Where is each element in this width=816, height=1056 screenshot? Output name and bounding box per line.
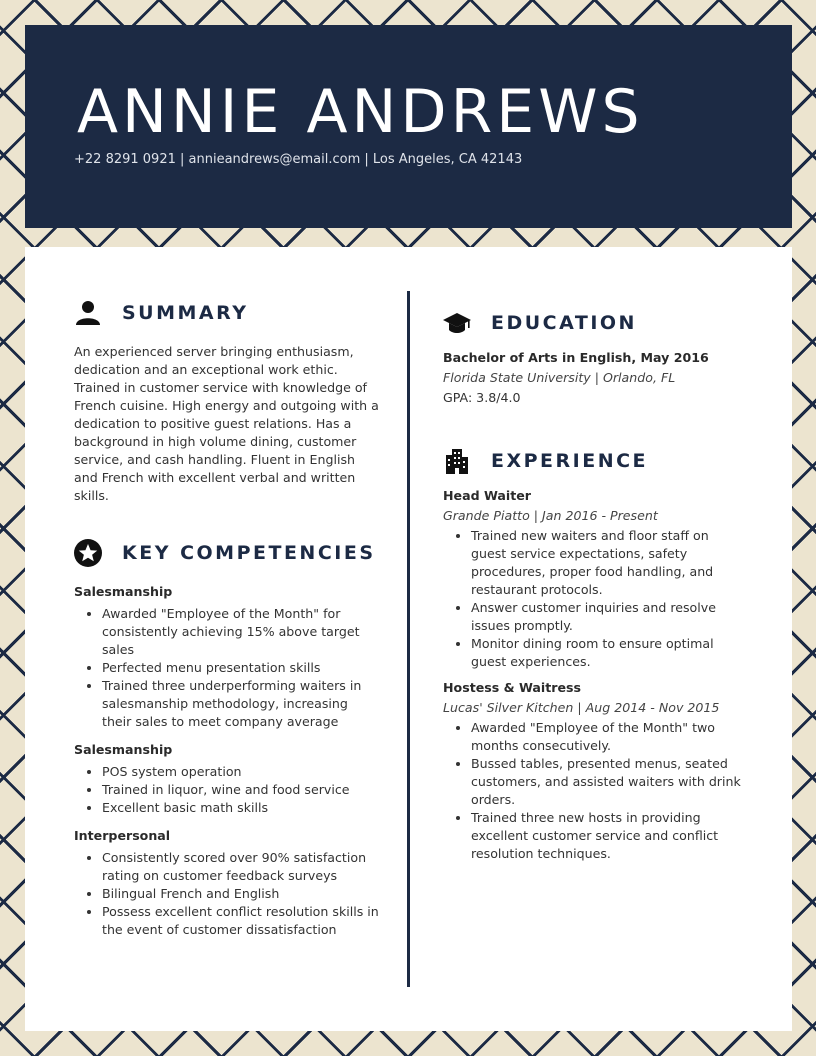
building-icon bbox=[443, 447, 471, 475]
graduation-cap-icon bbox=[443, 309, 471, 337]
list-item: • Possess excellent conflict resolution skills in the event of customer dissatisfaction bbox=[102, 903, 379, 939]
job-entry bbox=[443, 679, 743, 863]
column-divider bbox=[407, 291, 410, 987]
competency-heading: Salesmanship bbox=[74, 742, 173, 757]
education-header bbox=[443, 303, 743, 343]
contact-line: +22 8291 0921 | annieandrews@email.com | Los Angeles, CA 42143 bbox=[74, 152, 523, 167]
candidate-name: ANNIE ANDREWS bbox=[77, 77, 644, 147]
person-icon bbox=[74, 299, 102, 327]
list-item: • Bilingual French and English bbox=[102, 885, 379, 903]
job-duties bbox=[443, 719, 743, 863]
list-item: • Bussed tables, presented menus, seated customers, and assisted waiters with drink orders. bbox=[471, 755, 743, 809]
education-title: EDUCATION bbox=[491, 312, 637, 334]
job-role: Hostess & Waitress bbox=[443, 680, 582, 695]
list-item: • POS system operation bbox=[102, 763, 379, 781]
list-item: • Perfected menu presentation skills bbox=[102, 659, 379, 677]
list-item: • Consistently scored over 90% satisfaction rating on customer feedback surveys bbox=[102, 849, 379, 885]
job-place: Lucas' Silver Kitchen | Aug 2014 - Nov 2015 bbox=[443, 700, 720, 715]
header-banner bbox=[25, 25, 792, 228]
competency-heading: Salesmanship bbox=[74, 584, 173, 599]
list-item: • Trained in liquor, wine and food service bbox=[102, 781, 379, 799]
gpa: GPA: 3.8/4.0 bbox=[443, 390, 521, 405]
school: Florida State University | Orlando, FL bbox=[443, 370, 676, 385]
list-item: • Excellent basic math skills bbox=[102, 799, 379, 817]
competency-group bbox=[74, 827, 379, 939]
job-role: Head Waiter bbox=[443, 488, 532, 503]
job-entry bbox=[443, 487, 743, 671]
competency-group bbox=[74, 583, 379, 731]
competencies-title: KEY COMPETENCIES bbox=[122, 542, 376, 564]
star-icon bbox=[74, 539, 102, 567]
competencies-header bbox=[74, 533, 379, 573]
job-duties bbox=[443, 527, 743, 671]
competency-heading: Interpersonal bbox=[74, 828, 171, 843]
job-place: Grande Piatto | Jan 2016 - Present bbox=[443, 508, 658, 523]
competency-list bbox=[74, 849, 379, 939]
degree: Bachelor of Arts in English, May 2016 bbox=[443, 350, 709, 365]
list-item: • Awarded "Employee of the Month" two months consecutively. bbox=[471, 719, 743, 755]
list-item: • Trained three underperforming waiters in salesmanship methodology, increasing their sales to meet company average bbox=[102, 677, 379, 731]
experience-header bbox=[443, 441, 743, 481]
experience-title: EXPERIENCE bbox=[491, 450, 649, 472]
right-column bbox=[443, 303, 743, 863]
competency-list bbox=[74, 763, 379, 817]
list-item: • Trained new waiters and floor staff on guest service expectations, safety procedures, proper food handling, and restaurant protocols. bbox=[471, 527, 743, 599]
summary-title: SUMMARY bbox=[122, 302, 249, 324]
summary-header bbox=[74, 293, 379, 333]
left-column bbox=[74, 293, 379, 939]
list-item: • Trained three new hosts in providing excellent customer service and conflict resolution techniques. bbox=[471, 809, 743, 863]
list-item: • Monitor dining room to ensure optimal guest experiences. bbox=[471, 635, 743, 671]
competency-list bbox=[74, 605, 379, 731]
summary-text: An experienced server bringing enthusiasm, dedication and an exceptional work ethic. Trained in customer service with knowledge of French cuisine. High energy and outgoing with a dedication to positive guest relations. Has a background in high volume dining, customer service, and cash handling. Fluent in English and French with excellent verbal and written skills. bbox=[74, 344, 379, 503]
list-item: • Awarded "Employee of the Month" for consistently achieving 15% above target sales bbox=[102, 605, 379, 659]
list-item: • Answer customer inquiries and resolve issues promptly. bbox=[471, 599, 743, 635]
competency-group bbox=[74, 741, 379, 817]
